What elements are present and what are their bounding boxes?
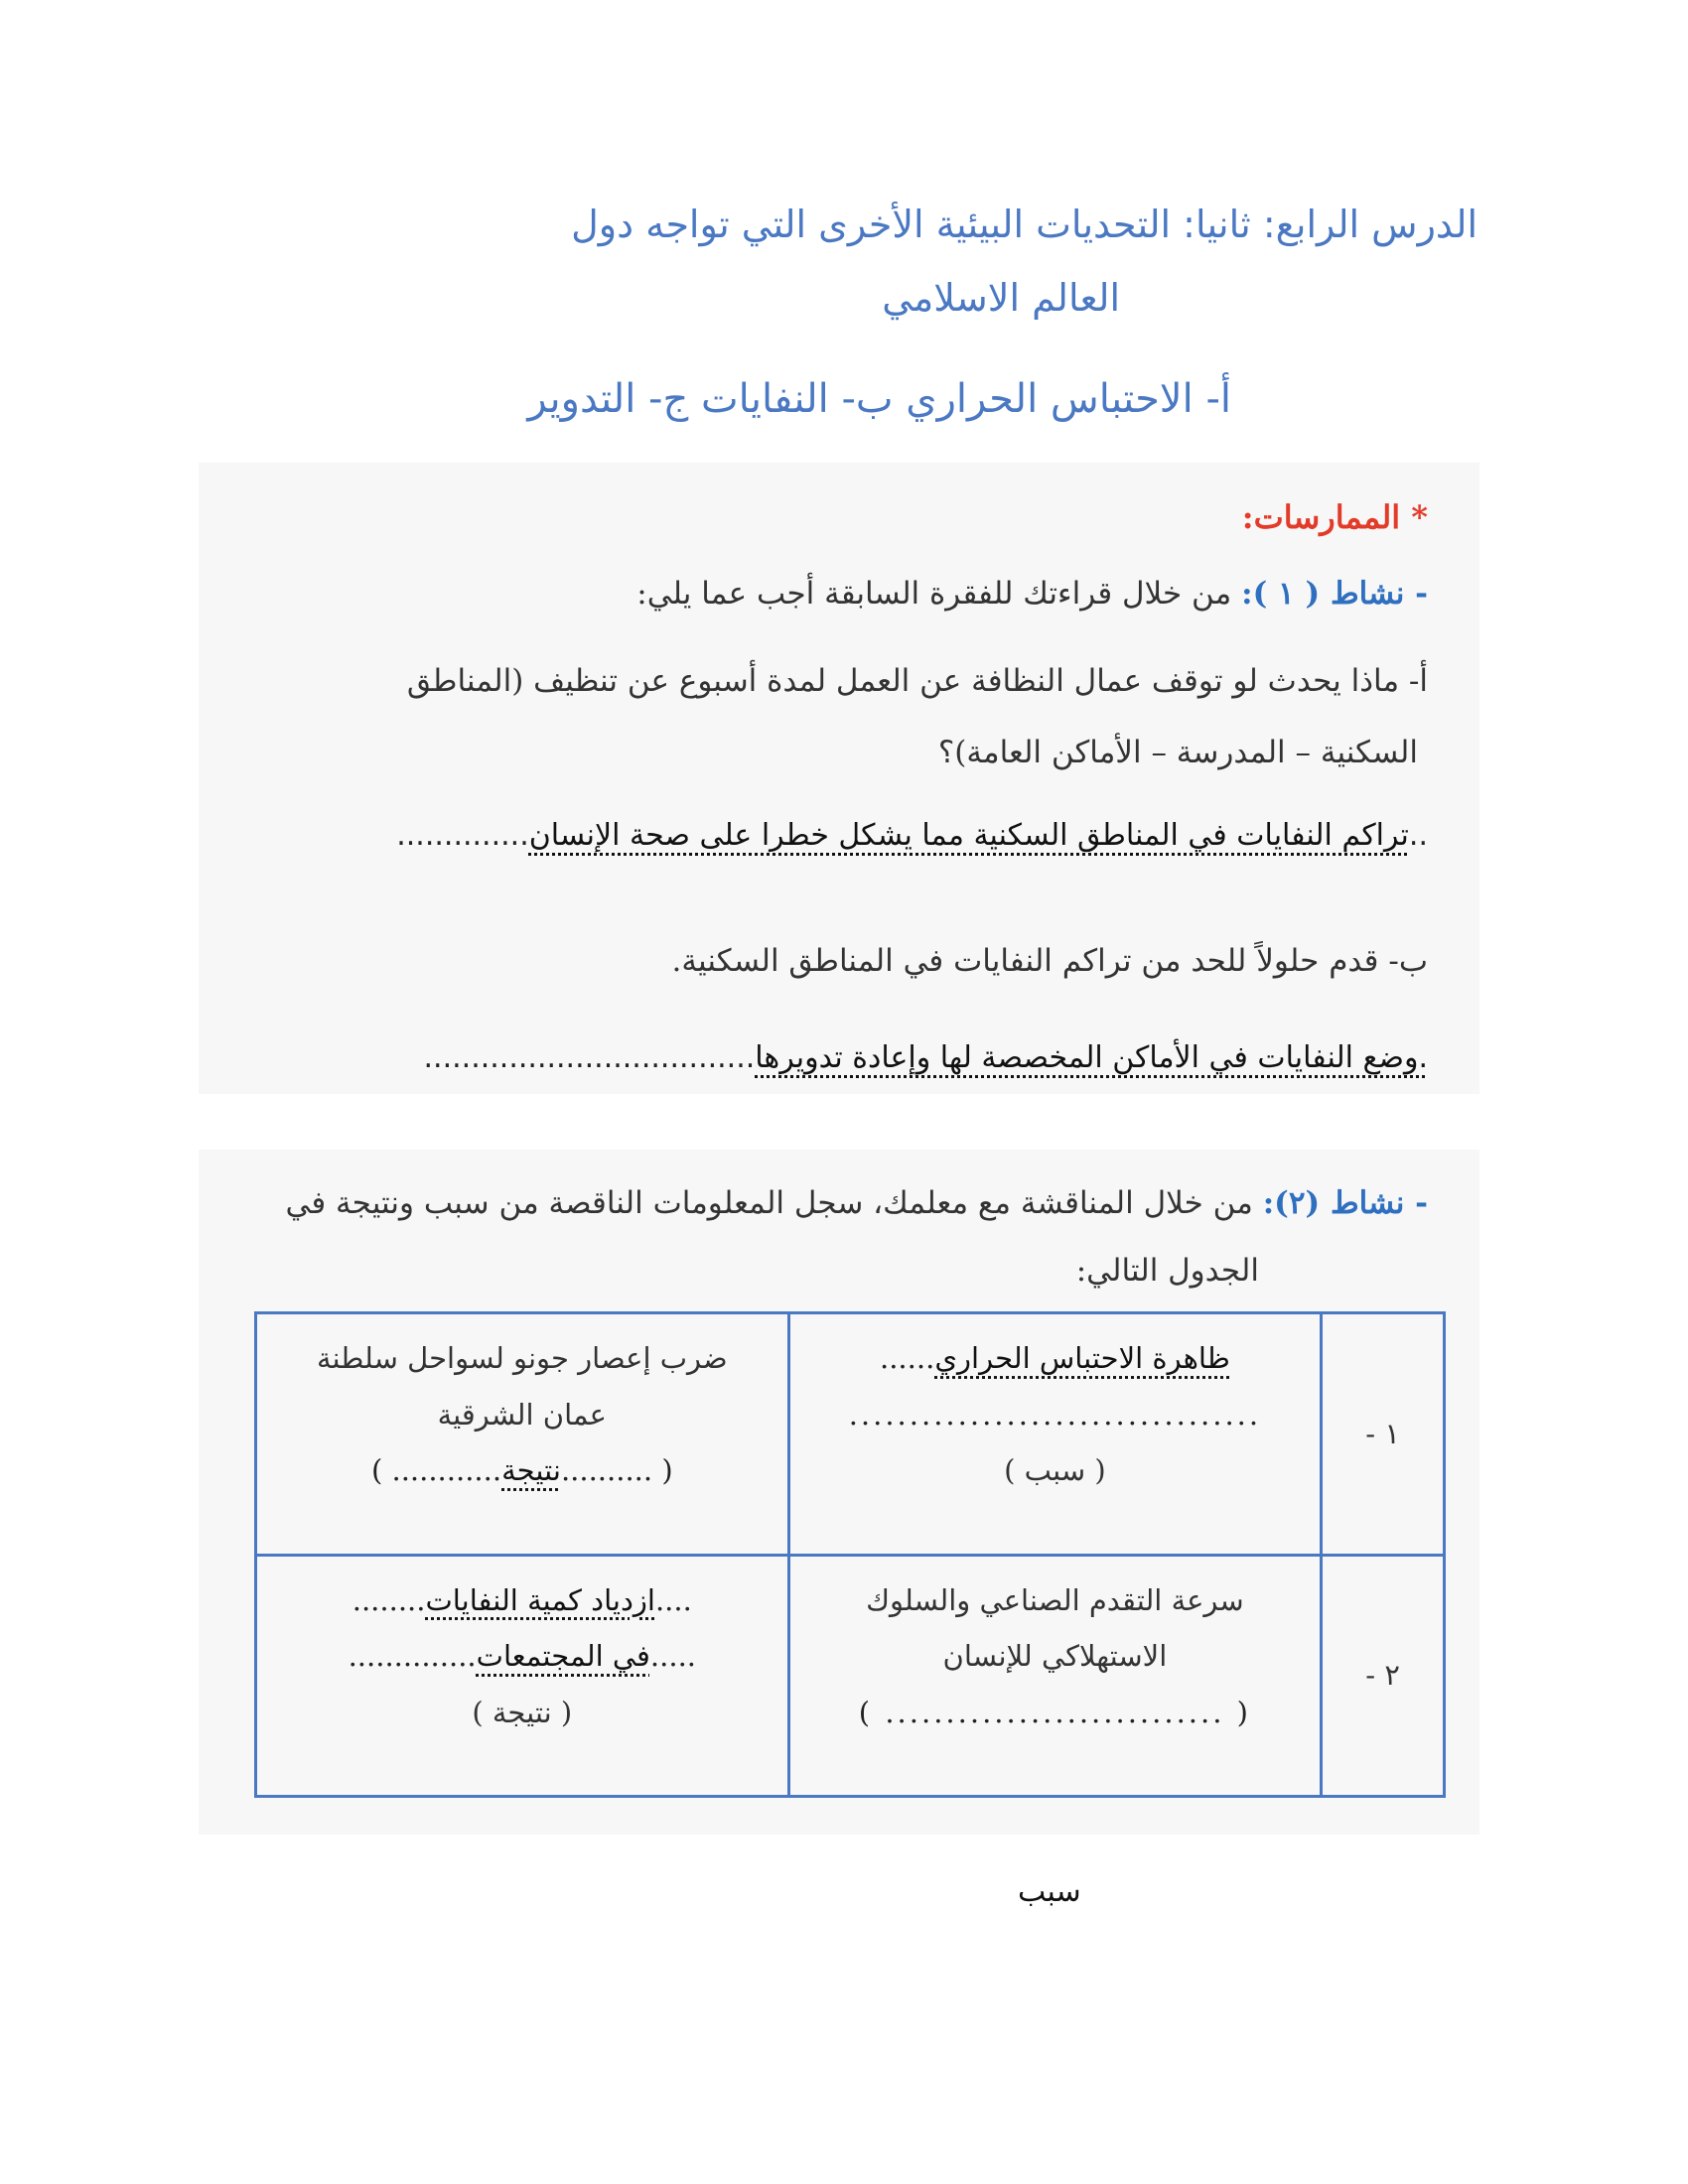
activity2-intro-line2: الجدول التالي:	[1075, 1253, 1259, 1289]
activity2-intro-line1	[137, 1185, 1428, 1221]
row1-effect-dots-right: ............ )	[370, 1453, 502, 1488]
lesson-subtitle: أ- الاحتباس الحراري ب- النفايات ج- التدوير	[527, 376, 1231, 422]
activity1-intro	[137, 576, 1428, 612]
table-row	[256, 1555, 1445, 1797]
row1-effect-cell	[256, 1313, 789, 1556]
row2-cause-blank: ( ............................ )	[858, 1695, 1251, 1729]
answer-a-lead-dots: ..	[1408, 818, 1428, 853]
answer-a	[137, 818, 1428, 853]
row2-effect-dots-c: .....	[649, 1639, 697, 1674]
question-a-line1: أ- ماذا يحدث لو توقف عمال النظافة عن العمل لمدة أسبوع عن تنظيف (المناطق	[406, 663, 1428, 699]
row1-effect-filled: نتيجة	[501, 1453, 561, 1488]
row1-cause-cell	[788, 1313, 1322, 1556]
row2-cause-line1: سرعة التقدم الصناعي والسلوك	[866, 1582, 1244, 1617]
row1-effect-dots-left: ( ..........	[560, 1453, 673, 1488]
row2-cause-line2: الاستهلاكي للإنسان	[942, 1639, 1168, 1674]
activity1-label: - نشاط ( ١ ):	[1241, 576, 1428, 612]
answer-b-dots: ...................................	[423, 1040, 756, 1075]
activity2-label: - نشاط (٢):	[1262, 1185, 1428, 1221]
answer-b-text: .وضع النفايات في الأماكن المخصصة لها وإعادة تدويرها	[755, 1040, 1428, 1075]
activity1-intro-text: من خلال قراءتك للفقرة السابقة أجب عما يلي:	[636, 576, 1232, 612]
row1-cause-dots1: ......	[880, 1341, 935, 1375]
row2-effect-label: ( نتيجة )	[472, 1695, 573, 1729]
row2-effect-dots-d: ..............	[348, 1639, 477, 1674]
footer-word: سبب	[1018, 1874, 1081, 1909]
answer-b	[137, 1040, 1428, 1075]
row-number: ٢ -	[1322, 1555, 1445, 1797]
row2-effect-filled1: ازدياد كمية النفايات	[425, 1582, 655, 1617]
row2-cause-cell	[788, 1555, 1322, 1797]
activity1-panel	[199, 463, 1479, 1094]
lesson-title-line2: العالم الاسلامي	[882, 276, 1120, 320]
practices-heading: * الممارسات:	[1241, 498, 1428, 536]
activity2-intro-text: من خلال المناقشة مع معلمك، سجل المعلومات الناقصة من سبب ونتيجة في	[285, 1185, 1253, 1221]
row1-effect-line1: ضرب إعصار جونو لسواحل سلطنة	[316, 1341, 728, 1375]
row2-effect-dots-b: ........	[352, 1582, 426, 1617]
lesson-title-line1: الدرس الرابع: ثانيا: التحديات البيئية الأخرى التي تواجه دول	[571, 203, 1477, 246]
answer-a-text: تراكم النفايات في المناطق السكنية مما يشكل خطرا على صحة الإنسان	[528, 818, 1409, 853]
row-number: ١ -	[1322, 1313, 1445, 1556]
answer-a-dots: ..............	[396, 818, 529, 853]
question-b: ب- قدم حلولاً للحد من تراكم النفايات في المناطق السكنية.	[671, 943, 1428, 979]
row1-effect-line2: عمان الشرقية	[437, 1397, 607, 1432]
row1-cause-dots2: ..................................	[848, 1397, 1262, 1432]
question-a-line2: السكنية – المدرسة – الأماكن العامة)؟	[937, 735, 1418, 770]
row2-effect-dots-a: ....	[654, 1582, 692, 1617]
row2-effect-filled2: في المجتمعات	[476, 1639, 650, 1674]
row2-effect-cell	[256, 1555, 789, 1797]
table-row	[256, 1313, 1445, 1556]
row1-cause-label: ( سبب )	[1004, 1453, 1106, 1488]
cause-effect-table	[254, 1311, 1446, 1798]
row1-cause-filled: ظاهرة الاحتباس الحراري	[934, 1341, 1230, 1375]
